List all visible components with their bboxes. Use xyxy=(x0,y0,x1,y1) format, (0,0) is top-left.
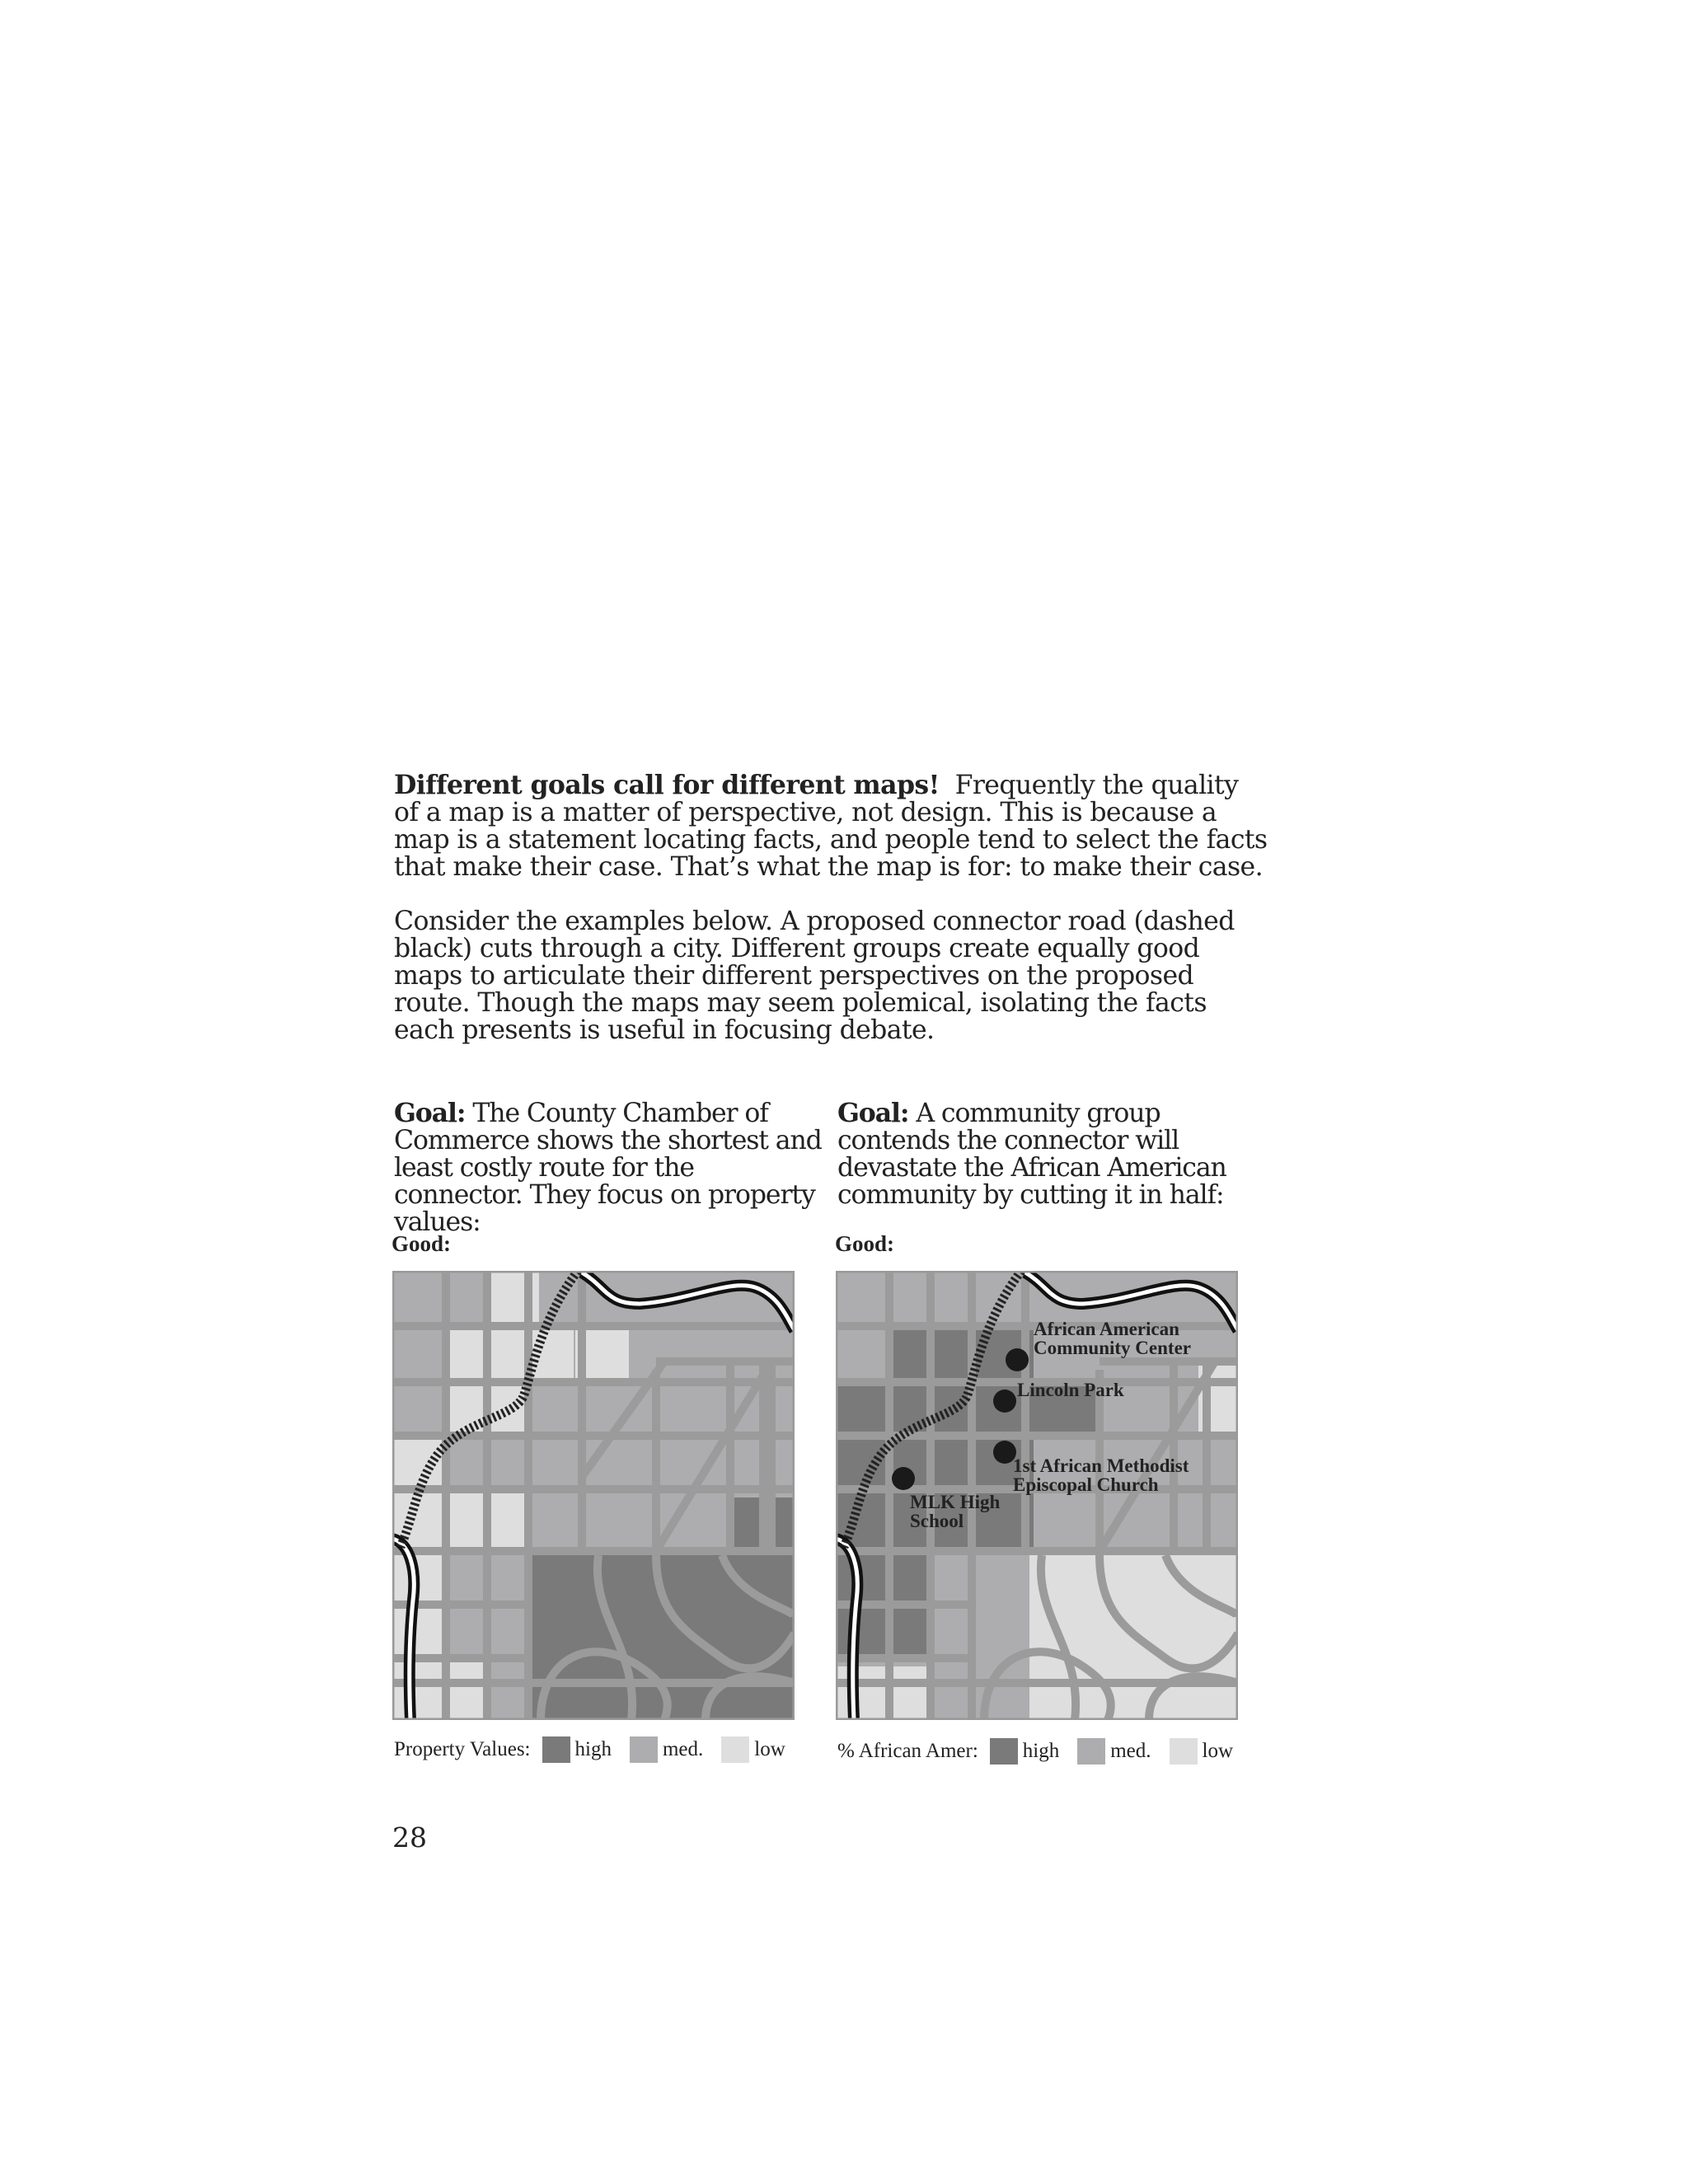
legend-title: % African Amer: xyxy=(837,1740,978,1762)
church-label-line1: 1st African Methodist xyxy=(1013,1455,1189,1476)
examples-paragraph: Consider the examples below. A proposed connector road (dashed black) cuts through a city. Different groups create equally good maps to articulate their different perspectives on the proposed route. Though the maps may seem polemical, isolating the facts each presents is useful in focusing debate. xyxy=(394,907,1235,1045)
community-map-graphic xyxy=(836,1271,1238,1720)
legend-label-high: high xyxy=(574,1738,612,1760)
left-rating-label: Good: xyxy=(392,1231,452,1256)
intro-body: Frequently the quality of a map is a matter of perspective, not design. This is because a map is a statement locating facts, and people tend to select the facts that make their case. That’s what the map is for: to make their case. xyxy=(394,771,1268,882)
african-american-legend xyxy=(837,1737,1251,1765)
legend-swatch-low xyxy=(1170,1738,1198,1765)
mlk-high-school-marker xyxy=(892,1467,915,1490)
legend-label-med: med. xyxy=(662,1738,704,1760)
property-values-legend xyxy=(394,1736,804,1764)
right-goal xyxy=(837,1099,1266,1209)
legend-label-high: high xyxy=(1022,1740,1060,1762)
legend-label-low: low xyxy=(754,1738,785,1760)
legend-title: Property Values: xyxy=(394,1738,531,1760)
mlk-label-line2: School xyxy=(910,1511,964,1531)
left-goal xyxy=(394,1099,823,1236)
lincoln-park-marker xyxy=(993,1390,1016,1413)
community-center-label-line1: African American xyxy=(1034,1319,1179,1339)
community-center-marker xyxy=(1006,1348,1029,1371)
page-number: 28 xyxy=(392,1821,427,1854)
intro-paragraph xyxy=(394,771,1268,881)
right-rating-label: Good: xyxy=(835,1231,895,1256)
church-label-line2: Episcopal Church xyxy=(1013,1474,1159,1495)
lincoln-park-label: Lincoln Park xyxy=(1017,1380,1124,1400)
legend-swatch-high xyxy=(990,1738,1018,1765)
community-map xyxy=(836,1271,1238,1720)
left-goal-text: The County Chamber of Commerce shows the shortest and least costly route for the connector. They focus on property values: xyxy=(394,1099,822,1237)
legend-label-med: med. xyxy=(1110,1740,1151,1762)
legend-swatch-med xyxy=(630,1736,658,1763)
intro-heading: Different goals call for different maps! xyxy=(394,770,940,800)
legend-swatch-high xyxy=(542,1736,570,1763)
property-values-map-graphic xyxy=(392,1271,795,1720)
legend-swatch-low xyxy=(721,1736,749,1763)
legend-label-low: low xyxy=(1202,1740,1234,1762)
right-goal-label: Goal: xyxy=(837,1098,909,1128)
legend-swatch-med xyxy=(1077,1738,1105,1765)
right-goal-text: A community group contends the connector will devastate the African American community by cutting it in half: xyxy=(837,1099,1226,1210)
left-goal-label: Goal: xyxy=(394,1098,466,1128)
mlk-label-line1: MLK High xyxy=(910,1492,1001,1512)
property-values-map xyxy=(392,1271,795,1720)
community-center-label-line2: Community Center xyxy=(1034,1338,1191,1358)
